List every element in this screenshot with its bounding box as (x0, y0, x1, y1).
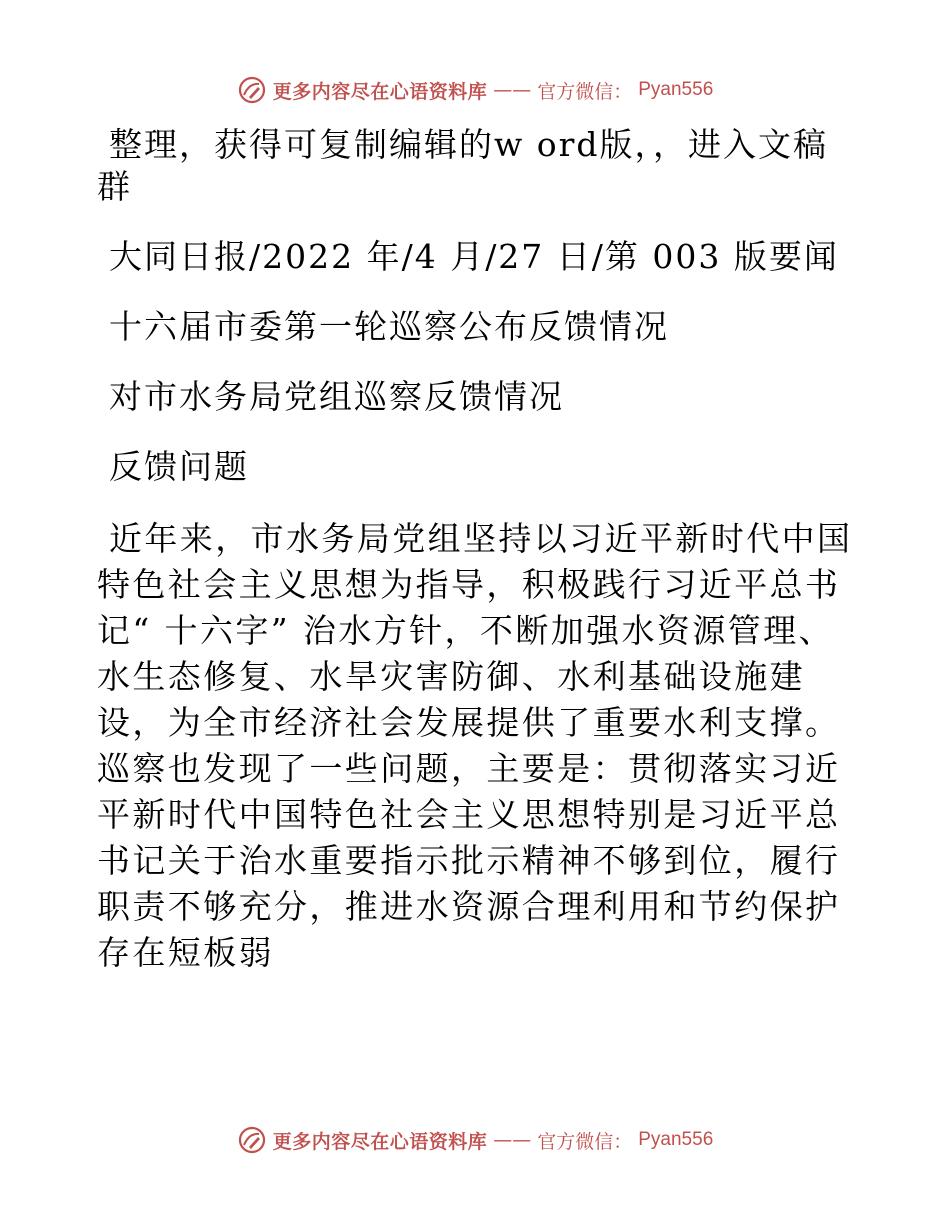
header-watermark-banner (0, 70, 950, 110)
body-paragraph: 近年来，市水务局党组坚持以习近平新时代中国特色社会主义思想为指导，积极践行习近平总书记“ 十六字” 治水方针，不断加强水资源管理、水生态修复、水旱灾害防御、水利基础设施建设，为全市经济社会发展提供了重要水利支撑。巡察也发现了一些问题，主要是：贯彻落实习近平新时代中国特色社会主义思想特别是习近平总书记关于治水重要指示批示精神不够到位，履行职责不够充分，推进水资源合理利用和节约保护存在短板弱 (97, 519, 853, 972)
pen-swirl-logo-icon (237, 75, 267, 105)
document-body (97, 124, 857, 976)
intro-paragraph: 整理，获得可复制编辑的w ord版，，进入文稿群 (97, 125, 829, 206)
banner-main-text: 更多内容尽在心语资料库 (272, 1130, 488, 1153)
section-title: 反馈问题 (109, 447, 249, 486)
pen-swirl-logo-icon (237, 1125, 267, 1155)
banner-wechat-label: 官方微信： (537, 80, 633, 103)
banner-wechat-id: Pyan556 (638, 79, 714, 100)
banner-dash: —— (493, 1129, 532, 1151)
headline: 十六届市委第一轮巡察公布反馈情况 (109, 307, 669, 346)
footer-watermark-banner (0, 1120, 950, 1160)
banner-main-text: 更多内容尽在心语资料库 (272, 80, 488, 103)
banner-wechat-label: 官方微信： (537, 1130, 633, 1153)
banner-wechat-id: Pyan556 (638, 1129, 714, 1150)
subheadline: 对市水务局党组巡察反馈情况 (109, 377, 564, 416)
source-line: 大同日报/2022 年/4 月/27 日/第 003 版要闻 (109, 237, 839, 276)
banner-dash: —— (493, 79, 532, 101)
